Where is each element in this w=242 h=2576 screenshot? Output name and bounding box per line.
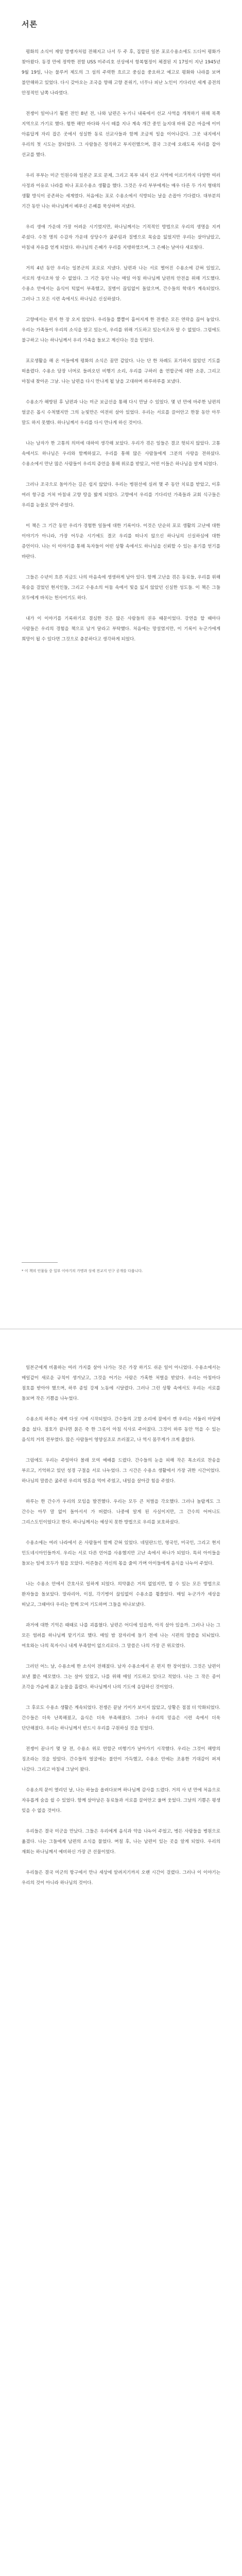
paragraph: 나는 남자가 한 고통의 의미에 대하여 생각해 보았다. 우리가 겪은 일들은 결코 헛되지 않았다. 고통 속에서도 하나님은 우리와 함께하셨고, 우리를 통해 많은 사람들에게 그분의 사랑을 전하셨다. 수용소에서 만난 많은 사람들이 우리의 증언을 통해 위로를 받았고, 어떤 이들은 하나님을 알게 되었다. bbox=[22, 441, 220, 467]
paragraph: 이 책은 그 기간 동안 우리가 경험한 일들에 대한 기록이다. 이것은 단순히 포로 생활의 고난에 대한 이야기가 아니라, 가장 어두운 시기에도 결코 우리를 떠나지 않으신 하나님의 신실하심에 대한 증언이다. 나는 이 이야기를 통해 독자들이 어떤 상황 속에서도 하나님을 신뢰할 수 있는 용기를 얻기를 바란다. bbox=[22, 523, 220, 560]
footnote-area bbox=[22, 1262, 220, 1275]
page-2-body bbox=[22, 1363, 220, 1888]
paragraph: 하루는 한 간수가 우리의 모임을 발견했다. 우리는 모두 큰 처벌을 각오했다. 그러나 놀랍게도 그 간수는 아무 말 없이 돌아서서 가 버렸다. 나중에 알게 된 사실이지만, 그 간수의 어머니도 그리스도인이었다고 한다. 하나님께서는 예상치 못한 방법으로 우리를 보호하셨다. bbox=[22, 1499, 220, 1525]
paragraph: 평화의 소식이 재앙 방쟁자처럼 전해지고 나서 두 주 후, 집합된 일본 포로수용소에도 드디어 평화가 찾아왔다. 동경 만에 정박한 전함 USS 미주리호 선상에서 항복협정이 체결된 지 17일이 지난 1945년 9월 19일, 나는 물루커 제도의 그 섬의 주력한 흐르고 중심을 중요하고 예고로 평화와 나라를 보며 불안해하고 있었다. 다시 갖아오는 조국을 향해 고향 분위기, 너무나 피난 노인이 기다리던 세계 종전의 안정적인 남쪽 나라였다. bbox=[22, 49, 220, 96]
footnote: * 이 책의 인물들 중 일부 이야기의 가명과 상세 전교지 인구 공개를 다룹니다. bbox=[22, 1269, 143, 1273]
paragraph: 일본군에게 비품하는 여러 가지를 살아 나가는 것은 가장 하기도 쉬운 일이 아니었다. 수용소에서는 매일같이 새로운 규칙이 생겨났고, 그것을 어기는 사람은 가혹한 처벌을 받았다. 우리는 아침마다 점호를 받아야 했으며, 하루 종일 강제 노동에 시달렸다. 그러나 그런 상황 속에서도 우리는 서로를 돌보며 작은 기쁨을 나누었다. bbox=[22, 1365, 220, 1401]
paragraph: 우리들은 결국 미군의 항구에서 만나 세상에 알려지기까지 오랜 시간이 걸렸다. 그러나 이 이야기는 우리의 것이 아니라 하나님의 것이다. bbox=[22, 1870, 220, 1886]
paragraph: 우리 생애 가운데 가장 어려운 시기였지만, 하나님께서는 기적적인 방법으로 우리의 생명을 지켜 주셨다. 수천 명의 수감자 가운데 상당수가 굶주림과 질병으로 목숨을 잃었지만 우리는 살아남았고, 마침내 자유를 얻게 되었다. 하나님의 은혜가 우리를 지탱하였으며, 그 은혜는 날마다 새로웠다. bbox=[22, 225, 220, 250]
paragraph: 과거에 대한 기억은 때때로 나를 괴롭혔다. 남편은 어디에 있을까, 아직 살아 있을까. 그러나 나는 그 모든 염려를 하나님께 맡기기로 했다. 매일 밤 잠자리에 들기 전에 나는 시편의 말씀을 되뇌었다. 여호와는 나의 목자시니 내게 부족함이 없으리로다. 그 말씀은 나의 가장 큰 위로였다. bbox=[22, 1623, 220, 1649]
paragraph: 전쟁이 끝나기 몇 달 전, 수용소 위로 연합군 비행기가 날아가기 시작했다. 우리는 그것이 해방의 징조라는 것을 알았다. 간수들의 얼굴에는 불안이 가득했고, 수용소 안에는 조용한 기대감이 퍼져 나갔다. 그리고 마침내 그날이 왔다. bbox=[22, 1747, 220, 1772]
paragraph: 우리들은 결국 미군을 만났다. 그들은 우리에게 음식과 약을 나누어 주었고, 병든 사람들을 병원으로 옮겼다. 나는 그들에게 남편의 소식을 물었다. 며칠 후, 나는 남편이 있는 곳을 알게 되었다. 우리의 재회는 하나님께서 예비하신 가장 큰 선물이었다. bbox=[22, 1829, 220, 1855]
paragraph: 수용소에는 여러 나라에서 온 사람들이 함께 갇혀 있었다. 네덜란드인, 영국인, 미국인, 그리고 현지 인도네시아인들까지. 우리는 서로 다른 언어를 사용했지만 고난 속에서 하나가 되었다. 특히 아이들을 돌보는 일에 모두가 힘을 모았다. 어른들은 자신의 몫을 줄여 가며 아이들에게 음식을 나누어 주었다. bbox=[22, 1540, 220, 1566]
document-page-2 bbox=[0, 1330, 242, 2576]
footnote-divider bbox=[22, 1262, 58, 1263]
paragraph: 그 후로도 수용소 생활은 계속되었다. 전쟁은 끝날 기미가 보이지 않았고, 상황은 점점 더 악화되었다. 간수들은 더욱 난폭해졌고, 음식은 더욱 부족해졌다. 그러나 우리의 믿음은 시련 속에서 더욱 단단해졌다. 우리는 하나님께서 반드시 우리를 구원하실 것을 믿었다. bbox=[22, 1705, 220, 1731]
paragraph: 그러던 어느 날, 수용소에 한 소식이 전해졌다. 남자 수용소에서 온 편지 한 장이었다. 그것은 남편이 보낸 짧은 메모였다. 그는 살아 있었고, 나를 위해 매일 기도하고 있다고 적었다. 나는 그 작은 종이 조각을 가슴에 품고 눈물을 흘렸다. 하나님께서 나의 기도에 응답하신 것이었다. bbox=[22, 1664, 220, 1690]
paragraph: 우리 부부는 미군 인원수와 일본군 포로 문제, 그리고 북부 내지 선교 사역에 이르기까지 다양한 여러 사정과 이유로 나라를 떠나 포로수용소 생활을 했다. 그것은 우리 부부에게는 매우 다른 두 가지 형태의 생활 방식이 공존하는 세계였다. 처음에는 포로 수용소에서 석방되는 날을 손꼽아 기다렸다. 대부분의 기간 동안 나는 하나님께서 베푸신 은혜를 묵상하며 지냈다. bbox=[22, 173, 220, 209]
paragraph: 전쟁이 일어나기 훨씬 전인 8년 전, 나와 남편은 누기니 내륙에서 선교 사역을 개척하기 위해 북쪽 지역으로 가기로 했다. 험한 해안 바다와 사시 떼를 지나 계속 개간 중인 늪지대 바위 같은 마을에 이미 아름답게 자리 잡은 곳에서 성실한 동료 선교사들과 함께 조금씩 일을 이어나갔다. 그곳 내지에서 우리의 첫 시도는 잘되었다. 그 사람들은 정직하고 부지런했으며, 결국 그곳에 오래도록 자리를 잡아 선교를 했다. bbox=[22, 111, 220, 158]
paragraph: 거의 4년 동안 우리는 일본군의 포로로 지냈다. 남편과 나는 서로 떨어진 수용소에 갇혀 있었고, 서로의 생사조차 알 수 없었다. 그 기간 동안 나는 매일 아침 하나님께 남편의 안전을 위해 기도했다. 수용소 안에서는 음식이 턱없이 부족했고, 질병이 끊임없이 돌았으며, 간수들의 학대가 계속되었다. 그러나 그 모든 시련 속에서도 하나님은 신실하셨다. bbox=[22, 266, 220, 302]
paragraph: 수용소의 문이 열리던 날, 나는 하늘을 올려다보며 하나님께 감사를 드렸다. 거의 사 년 만에 처음으로 자유롭게 숨을 쉴 수 있었다. 함께 살아남은 동료들과 서로를 끌어안고 울며 웃었다. 그날의 기쁨은 평생 잊을 수 없을 것이다. bbox=[22, 1788, 220, 1814]
paragraph: 수용소의 하루는 새벽 다섯 시에 시작되었다. 간수들의 고함 소리에 잠에서 깬 우리는 서둘러 마당에 줄을 섰다. 점호가 끝나면 묽은 죽 한 그릇이 아침 식사로 주어졌다. 그것이 하루 동안 먹을 수 있는 음식의 거의 전부였다. 많은 사람들이 영양실조로 쓰러졌고, 나 역시 몸무게가 크게 줄었다. bbox=[22, 1417, 220, 1443]
page-1-body bbox=[22, 47, 220, 645]
paragraph: 수용소가 해방된 후 남편과 나는 미군 보급선을 통해 다시 만날 수 있었다. 몇 년 만에 마주한 남편의 얼굴은 몹시 수척했지만 그의 눈빛만은 여전히 살아 있었다. 우리는 서로를 끌어안고 한참 동안 아무 말도 하지 못했다. 하나님께서 우리를 다시 만나게 하신 것이다. bbox=[22, 400, 220, 426]
paragraph: 포로생활을 해 온 이들에게 평화의 소식은 꿈만 같았다. 나는 단 한 차례도 포기하지 않았던 기도를 떠올렸다. 수용소 담장 너머로 들려오던 비행기 소리, 우리를 구하러 올 연합군에 대한 소문, 그리고 마침내 찾아온 그날. 나는 남편을 다시 만나게 될 날을 고대하며 하루하루를 보냈다. bbox=[22, 359, 220, 384]
paragraph: 나는 수용소 안에서 간호사로 일하게 되었다. 의약품은 거의 없었지만, 할 수 있는 모든 방법으로 환자들을 돌보았다. 말라리아, 이질, 각기병이 끊임없이 수용소를 휩쓸었다. 매일 누군가가 세상을 떠났고, 그때마다 우리는 함께 모여 기도하며 그들을 떠나보냈다. bbox=[22, 1582, 220, 1607]
paragraph: 그들은 수년이 흐른 지금도 나의 마음속에 생생하게 남아 있다. 함께 고난을 겪은 동료들, 우리를 위해 목숨을 걸었던 현지인들, 그리고 수용소의 어둠 속에서 빛을 잃지 않았던 신실한 성도들. 이 책은 그들 모두에게 바치는 헌사이기도 하다. bbox=[22, 575, 220, 601]
paragraph: 그럼에도 우리는 주일마다 몰래 모여 예배를 드렸다. 간수들의 눈을 피해 작은 목소리로 찬송을 부르고, 기억하고 있던 성경 구절을 서로 나누었다. 그 시간은 수용소 생활에서 가장 귀한 시간이었다. 하나님의 말씀은 굶주린 우리의 영혼을 먹여 주었고, 내일을 살아갈 힘을 주었다. bbox=[22, 1458, 220, 1484]
paragraph: 내가 이 이야기를 기록하기로 결심한 것은 많은 사람들의 권유 때문이었다. 강연을 할 때마다 사람들은 우리의 경험을 책으로 남겨 달라고 부탁했다. 처음에는 망설였지만, 이 기록이 누군가에게 희망이 될 수 있다면 그것으로 충분하다고 생각하게 되었다. bbox=[22, 616, 220, 642]
paragraph: 고향에서는 편지 한 장 오지 않았다. 우리들을 뿔뿔이 흩어지게 한 전쟁은 모든 연락을 끊어 놓았다. 우리는 가족들이 우리의 소식을 알고 있는지, 우리를 위해 기도하고 있는지조차 알 수 없었다. 그럼에도 불구하고 나는 하나님께서 우리 가족을 돌보고 계신다는 것을 믿었다. bbox=[22, 317, 220, 343]
section-title: 서론 bbox=[22, 20, 38, 29]
paragraph: 그러나 조국으로 돌아가는 길은 쉽지 않았다. 우리는 병원선에 실려 몇 주 동안 치료를 받았고, 이후 여러 항구를 거쳐 마침내 고향 땅을 밟게 되었다. 고향에서 우리를 기다리던 가족들과 교회 식구들은 우리를 눈물로 맞아 주었다. bbox=[22, 482, 220, 508]
